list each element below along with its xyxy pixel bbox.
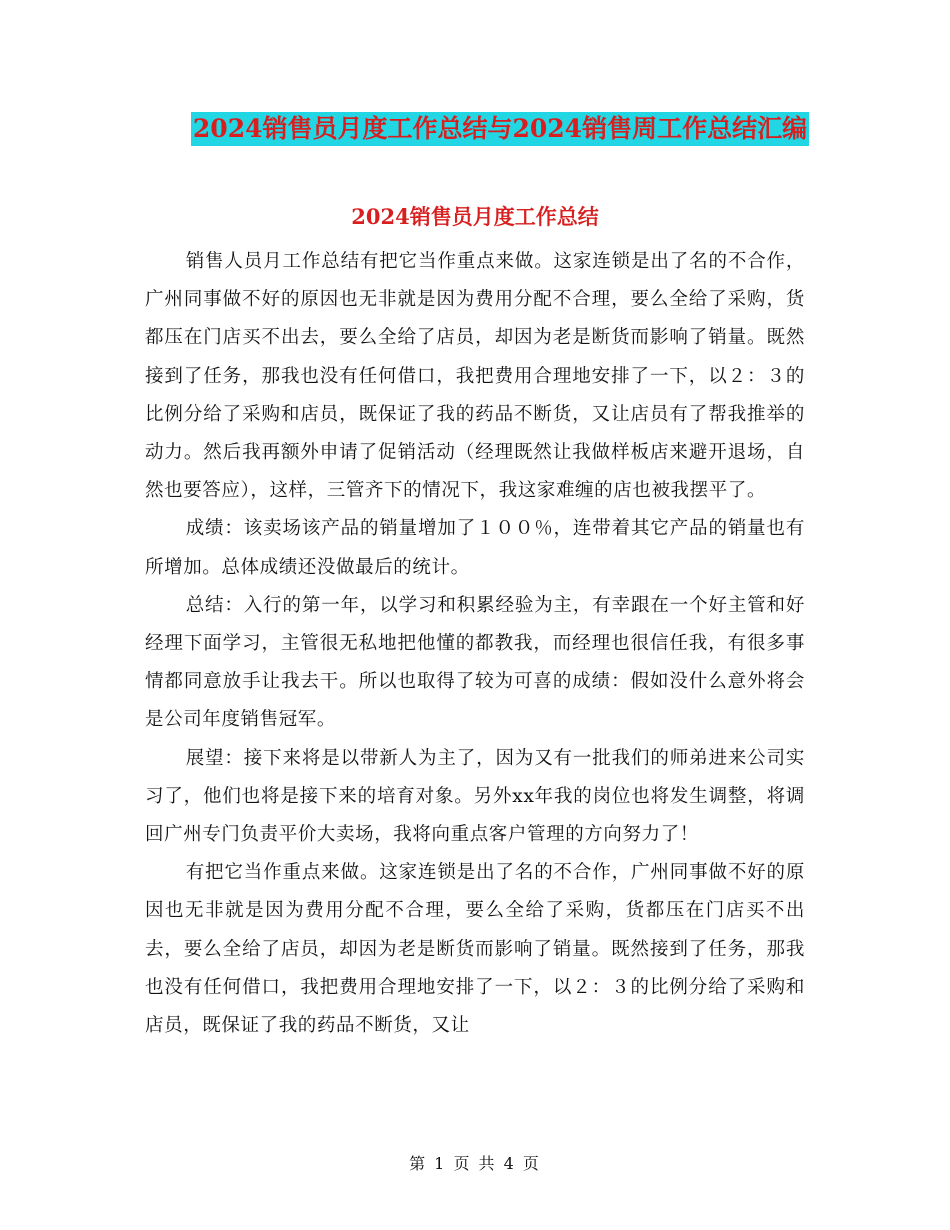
- paragraph: 展望：接下来将是以带新人为主了，因为又有一批我们的师弟进来公司实习了，他们也将是接下来的培育对象。另外xx年我的岗位也将发生调整，将调回广州专门负责平价大卖场，我将向重点客户管理的方向努力了！: [145, 747, 805, 846]
- main-title-container: [0, 112, 950, 146]
- paragraph: 销售人员月工作总结有把它当作重点来做。这家连锁是出了名的不合作，广州同事做不好的原因也无非就是因为费用分配不合理，要么全给了采购，货都压在门店买不出去，要么全给了店员，却因为老是断货而影响了销量。既然接到了任务，那我也没有任何借口，我把费用合理地安排了一下，以２：３的比例分给了采购和店员，既保证了我的药品不断货，又让店员有了帮我推举的动力。然后我再额外申请了促销活动（经理既然让我做样板店来避开退场，自然也要答应），这样，三管齐下的情况下，我这家难缠的店也被我摆平了。: [145, 251, 805, 502]
- main-title: 2024销售员月度工作总结与2024销售周工作总结汇编: [191, 112, 809, 146]
- paragraph: 有把它当作重点来做。这家连锁是出了名的不合作，广州同事做不好的原因也无非就是因为费用分配不合理，要么全给了采购，货都压在门店买不出去，要么全给了店员，却因为老是断货而影响了销量。既然接到了任务，那我也没有任何借口，我把费用合理地安排了一下，以２：３的比例分给了采购和店员，既保证了我的药品不断货，又让: [145, 862, 805, 1037]
- paragraph: 成绩：该卖场该产品的销量增加了１００％，连带着其它产品的销量也有所增加。总体成绩还没做最后的统计。: [145, 518, 805, 578]
- paragraph: 总结：入行的第一年，以学习和积累经验为主，有幸跟在一个好主管和好经理下面学习，主管很无私地把他懂的都教我，而经理也很信任我，有很多事情都同意放手让我去干。所以也取得了较为可喜的成绩：假如没什么意外将会是公司年度销售冠军。: [145, 594, 805, 731]
- body-text: [145, 243, 805, 1045]
- section-title: 2024销售员月度工作总结: [351, 204, 599, 229]
- page-footer: 第 1 页 共 4 页: [409, 1154, 541, 1173]
